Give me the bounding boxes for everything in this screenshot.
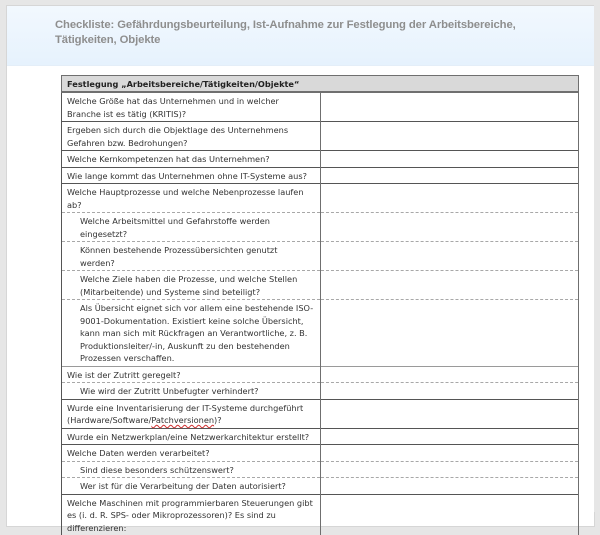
document-page bbox=[6, 5, 595, 533]
answer-cell[interactable] bbox=[320, 184, 579, 213]
spellcheck-flagged-word: Patchversionen bbox=[151, 415, 215, 425]
table-subrow bbox=[62, 478, 579, 495]
answer-cell[interactable] bbox=[320, 428, 579, 445]
answer-cell[interactable] bbox=[320, 122, 579, 151]
table-header: Festlegung „Arbeitsbereiche/Tätigkeiten/Objekte“ bbox=[62, 76, 579, 93]
question-cell: Welche Maschinen mit programmierbaren Steuerungen gibt es (i. d. R. SPS- oder Mikroprozessoren)? Es sind zu differenzieren: bbox=[62, 494, 321, 535]
question-cell: Als Übersicht eignet sich vor allem eine bestehende ISO-9001-Dokumentation. Existiert keine solche Übersicht, kann man sich mit Rückfragen an Verantwortliche, z. B. Produktionsleiter/-in, Auskunft zu den bestehenden Prozessen verschaffen. bbox=[62, 300, 321, 367]
question-cell: Welche Größe hat das Unternehmen und in welcher Branche ist es tätig (KRITIS)? bbox=[62, 92, 321, 122]
table-row bbox=[62, 494, 579, 535]
title-banner bbox=[7, 6, 594, 66]
table-header-row bbox=[62, 76, 579, 93]
question-cell: Wie lange kommt das Unternehmen ohne IT-Systeme aus? bbox=[62, 167, 321, 184]
answer-cell[interactable] bbox=[320, 213, 579, 242]
table-subrow bbox=[62, 213, 579, 242]
table-subrow bbox=[62, 300, 579, 367]
question-cell: Welche Daten werden verarbeitet? bbox=[62, 445, 321, 462]
answer-cell[interactable] bbox=[320, 445, 579, 462]
answer-cell[interactable] bbox=[320, 271, 579, 300]
table-row bbox=[62, 167, 579, 184]
table-subrow bbox=[62, 271, 579, 300]
question-cell: Wie ist der Zutritt geregelt? bbox=[62, 366, 321, 383]
question-cell: Können bestehende Prozessübersichten genutzt werden? bbox=[62, 242, 321, 271]
answer-cell[interactable] bbox=[320, 92, 579, 122]
question-cell bbox=[62, 399, 321, 428]
question-cell: Welche Arbeitsmittel und Gefahrstoffe werden eingesetzt? bbox=[62, 213, 321, 242]
question-cell: Welche Hauptprozesse und welche Nebenprozesse laufen ab? bbox=[62, 184, 321, 213]
table-subrow bbox=[62, 242, 579, 271]
answer-cell[interactable] bbox=[320, 300, 579, 367]
answer-cell[interactable] bbox=[320, 366, 579, 383]
table-row bbox=[62, 366, 579, 383]
window-edge bbox=[594, 0, 600, 512]
answer-cell[interactable] bbox=[320, 151, 579, 168]
answer-cell[interactable] bbox=[320, 167, 579, 184]
question-cell: Welche Kernkompetenzen hat das Unternehmen? bbox=[62, 151, 321, 168]
answer-cell[interactable] bbox=[320, 461, 579, 478]
answer-cell[interactable] bbox=[320, 494, 579, 535]
table-subrow bbox=[62, 461, 579, 478]
question-text-suffix: )? bbox=[214, 415, 222, 425]
question-text: Wurde eine Inventarisierung der IT-Systeme durchgeführt (Hardware/Software/ bbox=[67, 402, 304, 425]
table-row bbox=[62, 428, 579, 445]
question-cell: Sind diese besonders schützenswert? bbox=[62, 461, 321, 478]
answer-cell[interactable] bbox=[320, 383, 579, 400]
question-cell: Wie wird der Zutritt Unbefugter verhindert? bbox=[62, 383, 321, 400]
table-row bbox=[62, 92, 579, 122]
table-row bbox=[62, 122, 579, 151]
table-subrow bbox=[62, 383, 579, 400]
table-row bbox=[62, 184, 579, 213]
table-row bbox=[62, 445, 579, 462]
table-row bbox=[62, 399, 579, 428]
answer-cell[interactable] bbox=[320, 242, 579, 271]
question-cell: Wer ist für die Verarbeitung der Daten autorisiert? bbox=[62, 478, 321, 495]
answer-cell[interactable] bbox=[320, 478, 579, 495]
question-cell: Welche Ziele haben die Prozesse, und welche Stellen (Mitarbeitende) und Systeme sind beteiligt? bbox=[62, 271, 321, 300]
checklist-table bbox=[61, 75, 579, 535]
question-cell: Wurde ein Netzwerkplan/eine Netzwerkarchitektur erstellt? bbox=[62, 428, 321, 445]
answer-cell[interactable] bbox=[320, 399, 579, 428]
table-row bbox=[62, 151, 579, 168]
question-cell: Ergeben sich durch die Objektlage des Unternehmens Gefahren bzw. Bedrohungen? bbox=[62, 122, 321, 151]
document-title: Checkliste: Gefährdungsbeurteilung, Ist-Aufnahme zur Festlegung der Arbeitsbereiche, Tätigkeiten, Objekte bbox=[55, 19, 516, 46]
